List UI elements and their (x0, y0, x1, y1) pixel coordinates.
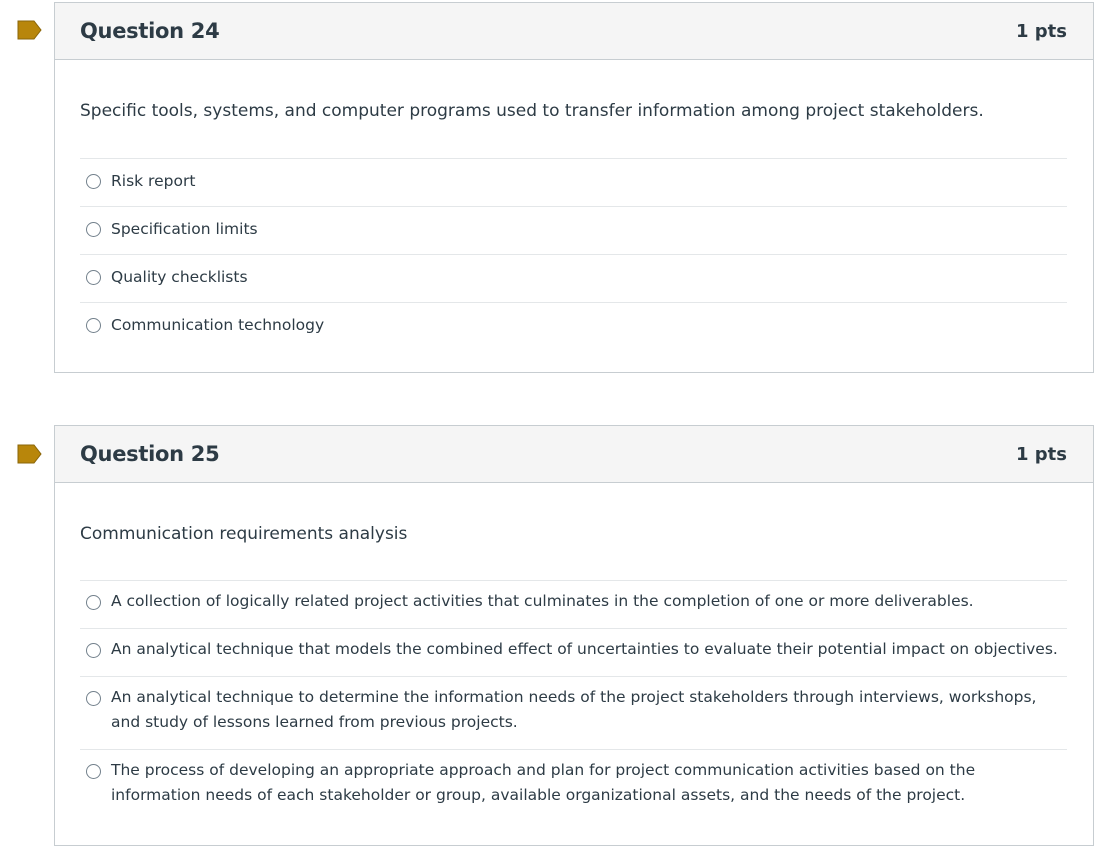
answer-option[interactable] (80, 580, 1067, 628)
radio-button[interactable] (86, 764, 101, 779)
answer-label[interactable]: A collection of logically related project activities that culminates in the completion of one or more deliverables. (111, 592, 974, 610)
answer-label[interactable]: An analytical technique that models the combined effect of uncertainties to evaluate their potential impact on objectives. (111, 640, 1058, 658)
answer-option[interactable] (80, 749, 1067, 822)
answer-option[interactable] (80, 158, 1067, 206)
radio-button[interactable] (86, 318, 101, 333)
radio-button[interactable] (86, 174, 101, 189)
question-header (55, 3, 1093, 60)
flag-question-icon[interactable] (17, 20, 42, 40)
answer-option[interactable] (80, 302, 1067, 350)
question-points: 1 pts (1016, 20, 1067, 42)
radio-button[interactable] (86, 222, 101, 237)
question-25 (54, 425, 1094, 846)
question-prompt: Communication requirements analysis (80, 524, 408, 544)
question-header (55, 426, 1093, 483)
question-prompt: Specific tools, systems, and computer programs used to transfer information among project stakeholders. (80, 101, 984, 121)
radio-button[interactable] (86, 270, 101, 285)
answer-label[interactable]: The process of developing an appropriate approach and plan for project communication activities based on the information needs of each stakeholder or group, available organizational assets, and the needs of the project. (111, 761, 976, 804)
answer-label[interactable]: Risk report (111, 172, 196, 190)
question-title: Question 24 (80, 19, 220, 43)
flag-question-icon[interactable] (17, 444, 42, 464)
answer-label[interactable]: Quality checklists (111, 268, 248, 286)
answer-label[interactable]: An analytical technique to determine the information needs of the project stakeholders through interviews, workshops, and study of lessons learned from previous projects. (111, 688, 1037, 731)
question-points: 1 pts (1016, 443, 1067, 465)
question-title: Question 25 (80, 442, 220, 466)
answer-list (80, 158, 1067, 350)
answer-label[interactable]: Specification limits (111, 220, 258, 238)
question-24 (54, 2, 1094, 373)
answer-option[interactable] (80, 254, 1067, 302)
answer-option[interactable] (80, 206, 1067, 254)
answer-option[interactable] (80, 676, 1067, 749)
radio-button[interactable] (86, 643, 101, 658)
answer-option[interactable] (80, 628, 1067, 676)
radio-button[interactable] (86, 691, 101, 706)
radio-button[interactable] (86, 595, 101, 610)
answer-list (80, 580, 1067, 822)
answer-label[interactable]: Communication technology (111, 316, 325, 334)
